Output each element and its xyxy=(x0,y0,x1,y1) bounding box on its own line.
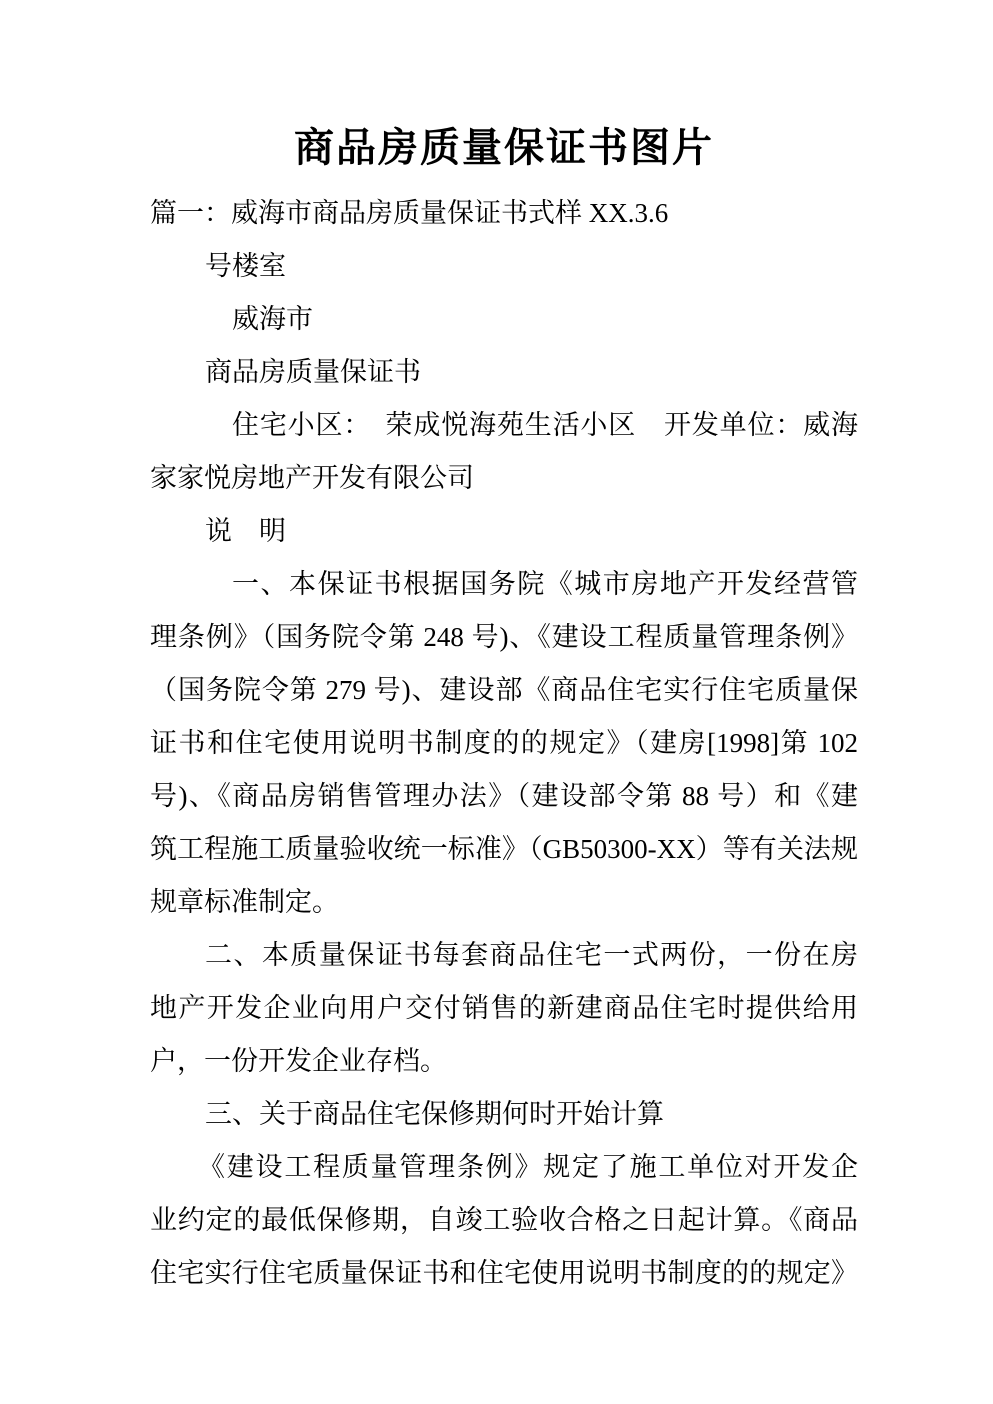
text-line: 住宅小区： 荣成悦海苑生活小区 开发单位：威海 xyxy=(232,410,858,440)
text-line: 号)、《商品房销售管理办法》（建设部令第 88 号）和《建 xyxy=(150,781,858,811)
text-line: 地产开发企业向用户交付销售的新建商品住宅时提供给用 xyxy=(150,993,858,1023)
text-line: 户，一份开发企业存档。 xyxy=(150,1046,447,1076)
text-line: 二、本质量保证书每套商品住宅一式两份，一份在房 xyxy=(205,940,858,970)
text-line: 住宅实行住宅质量保证书和住宅使用说明书制度的的规定》 xyxy=(150,1258,858,1288)
text-line: 《建设工程质量管理条例》规定了施工单位对开发企 xyxy=(198,1152,858,1182)
document-title: 商品房质量保证书图片 xyxy=(294,125,714,170)
text-line: 三、关于商品住宅保修期何时开始计算 xyxy=(205,1099,664,1129)
text-line: 家家悦房地产开发有限公司 xyxy=(150,463,474,493)
text-line: 筑工程施工质量验收统一标准》（GB50300-XX）等有关法规 xyxy=(150,834,858,864)
text-line: 规章标准制定。 xyxy=(150,887,339,917)
text-line: 威海市 xyxy=(232,304,313,334)
text-line: 篇一：威海市商品房质量保证书式样 XX.3.6 xyxy=(150,198,669,228)
text-line: 理条例》（国务院令第 248 号)、《建设工程质量管理条例》 xyxy=(150,622,858,652)
text-line: 号楼室 xyxy=(205,251,286,281)
text-line: 一、本保证书根据国务院《城市房地产开发经营管 xyxy=(232,569,858,599)
text-line: （国务院令第 279 号)、建设部《商品住宅实行住宅质量保 xyxy=(150,675,858,705)
text-line: 商品房质量保证书 xyxy=(205,357,421,387)
document-body xyxy=(150,187,858,1300)
document-content xyxy=(150,122,858,1300)
text-line: 业约定的最低保修期，自竣工验收合格之日起计算。《商品 xyxy=(150,1205,858,1235)
text-line: 说 明 xyxy=(205,516,286,546)
text-line: 证书和住宅使用说明书制度的的规定》（建房[1998]第 102 xyxy=(150,728,858,758)
